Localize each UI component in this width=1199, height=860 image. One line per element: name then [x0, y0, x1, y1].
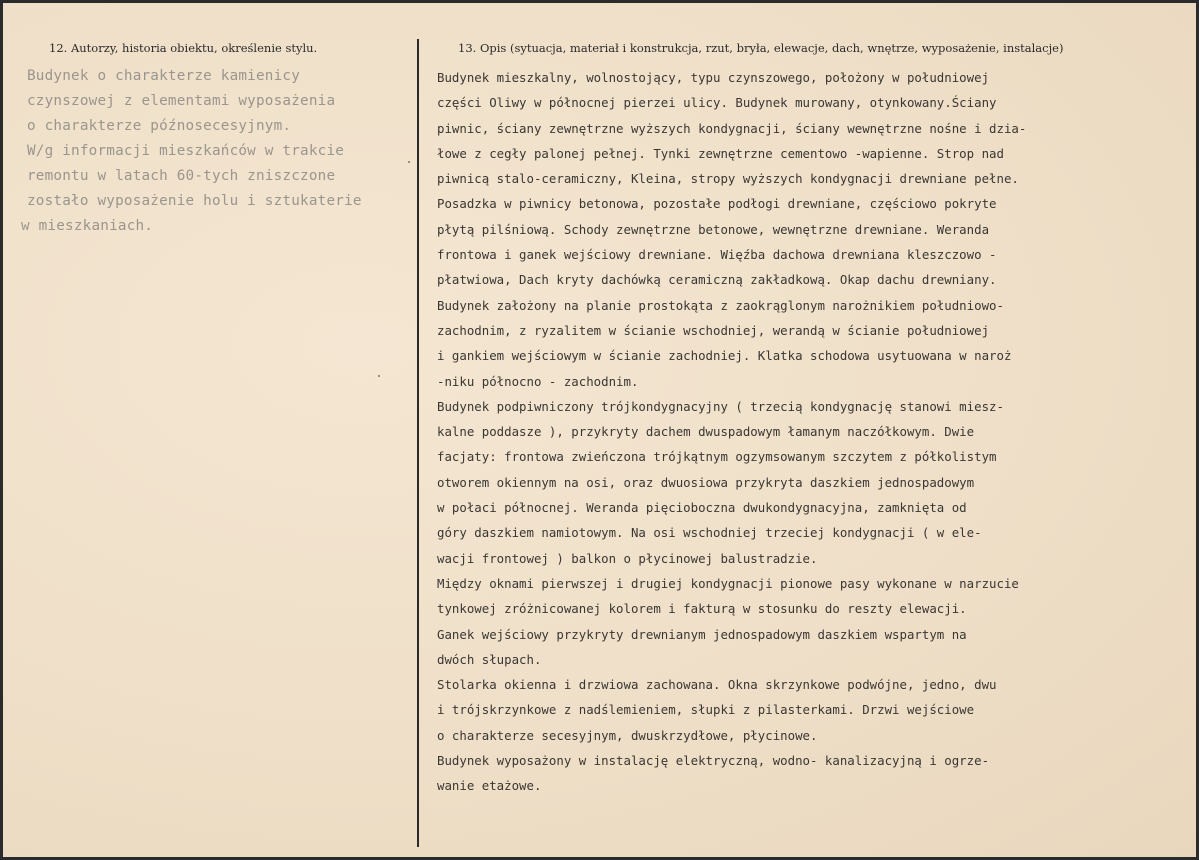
section-13-line: o charakterze secesyjnym, dwuskrzydłowe, płycinowe. [437, 727, 818, 743]
section-13-line: piwnicą stalo-ceramiczny, Kleina, stropy wyższych kondygnacji drewniane pełne. [437, 171, 1019, 187]
paper-speck [378, 375, 380, 377]
section-13-line: otworem okiennym na osi, oraz dwuosiowa przykryta daszkiem jednospadowym [437, 474, 975, 490]
section-12-line: zostało wyposażenie holu i sztukaterie [27, 193, 362, 209]
section-13-line: Stolarka okienna i drzwiowa zachowana. Okna skrzynkowe podwójne, jedno, dwu [437, 677, 997, 693]
section-13-line: wanie etażowe. [437, 778, 542, 794]
section-13-line: płytą pilśniową. Schody zewnętrzne betonowe, wewnętrzne drewniane. Weranda [437, 221, 990, 237]
section-12-line: W/g informacji mieszkańców w trakcie [27, 143, 345, 159]
section-13-line: zachodnim, z ryzalitem w ścianie wschodniej, werandą w ścianie południowej [437, 322, 990, 338]
section-13-line: Budynek mieszkalny, wolnostojący, typu czynszowego, położony w południowej [437, 70, 990, 85]
section-13-line: Ganek wejściowy przykryty drewnianym jednospadowym daszkiem wspartym na [437, 626, 967, 642]
section-13-line: części Oliwy w północnej pierzei ulicy. Budynek murowany, otynkowany.Ściany [437, 95, 997, 111]
section-13-heading: 13. Opis (sytuacja, materiał i konstrukcja, rzut, bryła, elewacje, dach, wnętrze, wyposażenie, instalacje) [458, 41, 1064, 55]
inventory-card [3, 3, 1196, 857]
section-13-line: Budynek wyposażony w instalację elektryczną, wodno- kanalizacyjną i ogrze- [437, 753, 990, 769]
section-13-line: frontowa i ganek wejściowy drewniane. Więźba dachowa drewniana kleszczowo - [437, 247, 997, 263]
column-divider [417, 39, 419, 847]
section-13-line: dwóch słupach. [437, 651, 542, 667]
section-13-line: płatwiowa, Dach kryty dachówką ceramiczną zakładkową. Okap dachu drewniany. [437, 272, 997, 288]
section-13-line: łowe z cegły palonej pełnej. Tynki zewnętrzne cementowo -wapienne. Strop nad [437, 145, 1004, 161]
section-12-line: w mieszkaniach. [21, 218, 154, 234]
section-13-line: tynkowej zróżnicowanej kolorem i fakturą w stosunku do reszty elewacji. [437, 601, 967, 617]
section-12-line: remontu w latach 60-tych zniszczone [27, 168, 336, 184]
section-13-line: i trójskrzynkowe z nadślemieniem, słupki z pilasterkami. Drzwi wejściowe [437, 702, 975, 718]
section-12-line: czynszowej z elementami wyposażenia [27, 93, 336, 109]
section-13-line: Między oknami pierwszej i drugiej kondygnacji pionowe pasy wykonane w narzucie [437, 575, 1019, 591]
section-13-line: Posadzka w piwnicy betonowa, pozostałe podłogi drewniane, częściowo pokryte [437, 196, 997, 212]
section-13-line: -niku północno - zachodnim. [437, 373, 639, 389]
section-13-line: Budynek podpiwniczony trójkondygnacyjny ( trzecią kondygnację stanowi miesz- [437, 398, 1004, 414]
section-13-line: góry daszkiem namiotowym. Na osi wschodniej trzeciej kondygnacji ( w ele- [437, 525, 982, 541]
paper-speck [408, 161, 410, 163]
section-13-line: facjaty: frontowa zwieńczona trójkątnym ogzymsowanym szczytem z półkolistym [437, 449, 997, 465]
section-12-line: Budynek o charakterze kamienicy [27, 68, 301, 84]
section-12-line: o charakterze późnosecesyjnym. [27, 118, 292, 134]
section-13-line: kalne poddasze ), przykryty dachem dwuspadowym łamanym naczółkowym. Dwie [437, 424, 975, 440]
section-13-line: i gankiem wejściowym w ścianie zachodniej. Klatka schodowa usytuowana w naroż [437, 348, 1012, 364]
section-13-line: piwnic, ściany zewnętrzne wyższych kondygnacji, ściany wewnętrzne nośne i dzia- [437, 120, 1027, 136]
section-13-line: w połaci północnej. Weranda pięcioboczna dwukondygnacyjna, zamknięta od [437, 500, 967, 516]
section-12-body [21, 64, 415, 239]
section-13-line: wacji frontowej ) balkon o płycinowej balustradzie. [437, 550, 818, 566]
section-13-line: Budynek założony na planie prostokąta z zaokrąglonym narożnikiem południowo- [437, 297, 1004, 313]
section-13-body [437, 65, 1177, 799]
section-12-heading: 12. Autorzy, historia obiektu, określenie stylu. [49, 41, 318, 55]
